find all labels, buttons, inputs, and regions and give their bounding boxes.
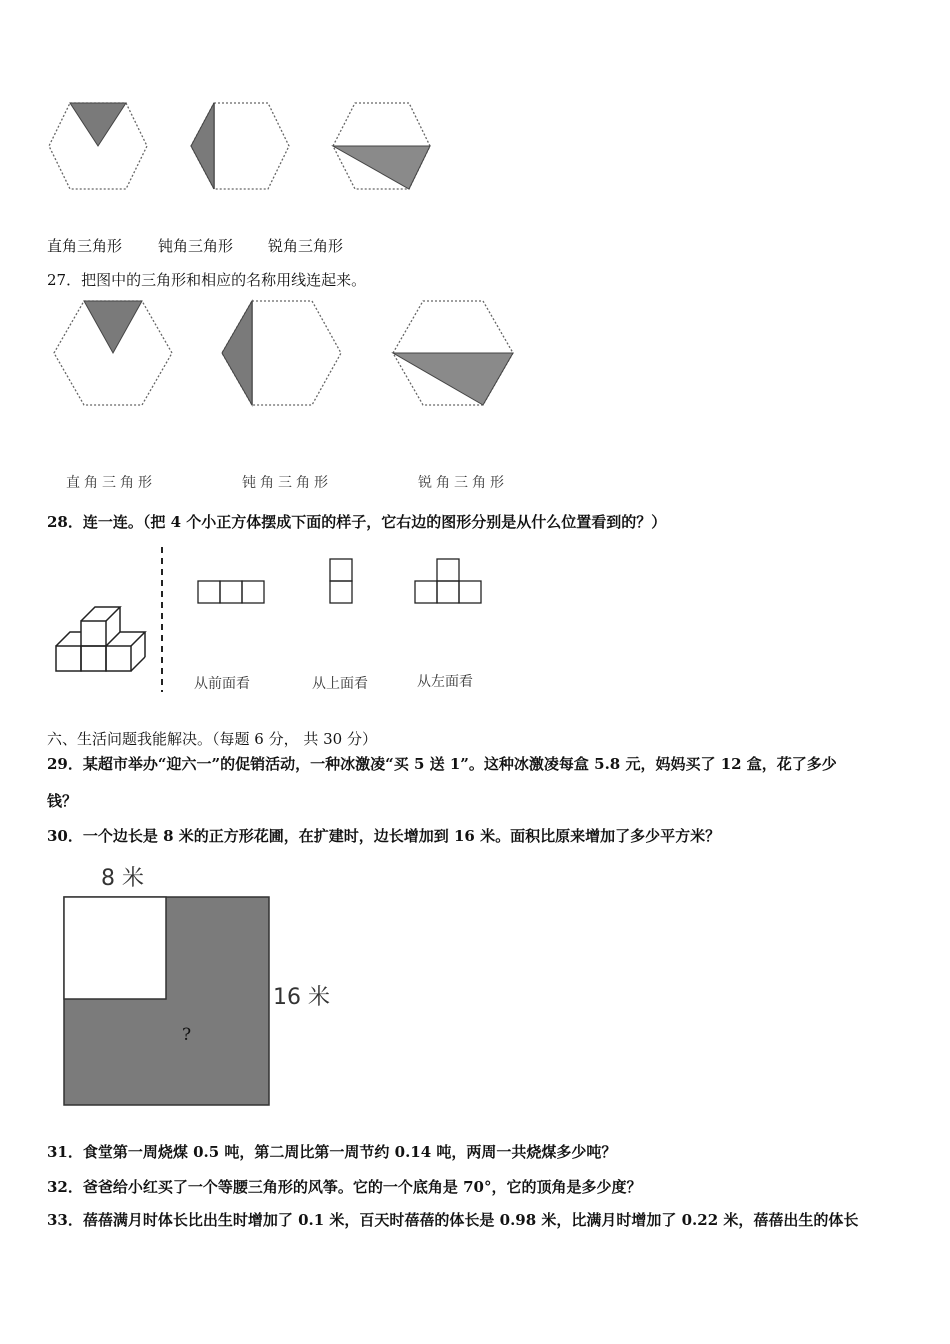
question-29-line1: 29．某超市举办“迎六一”的促销活动，一种冰激凌“买 5 送 1”。这种冰激凌每盒 5.8 元，妈妈买了 12 盒，花了多少 bbox=[47, 755, 837, 773]
figure1-label-right: 直角三角形 bbox=[47, 237, 123, 255]
question-29-line2: 钱？ bbox=[47, 792, 78, 810]
view-label-front: 从前面看 bbox=[194, 676, 250, 692]
q27-label-acute: 锐角三角形 bbox=[418, 475, 508, 491]
section-6-heading: 六、生活问题我能解决。（每题 6 分， 共 30 分） bbox=[47, 730, 377, 748]
question-27: 27．把图中的三角形和相应的名称用线连起来。 bbox=[47, 271, 367, 289]
q27-label-obtuse: 钝角三角形 bbox=[242, 475, 332, 491]
question-33: 33．蓓蓓满月时体长比出生时增加了 0.1 米，百天时蓓蓓的体长是 0.98 米，比满月时增加了 0.22 米，蓓蓓出生的体长 bbox=[47, 1211, 859, 1229]
view-label-top: 从上面看 bbox=[312, 676, 368, 692]
figure1-label-obtuse: 钝角三角形 bbox=[158, 237, 234, 255]
garden-question-mark: ? bbox=[182, 1025, 192, 1045]
question-28: 28．连一连。（把 4 个小正方体摆成下面的样子，它右边的图形分别是从什么位置看到的？） bbox=[47, 513, 667, 531]
q27-label-right: 直角三角形 bbox=[66, 475, 156, 491]
garden-top-label: 8 米 bbox=[101, 866, 144, 891]
garden-side-label: 16 米 bbox=[273, 985, 330, 1010]
view-label-left: 从左面看 bbox=[417, 674, 473, 690]
question-31: 31．食堂第一周烧煤 0.5 吨，第二周比第一周节约 0.14 吨，两周一共烧煤多少吨？ bbox=[47, 1143, 617, 1161]
question-32: 32．爸爸给小红买了一个等腰三角形的风筝。它的一个底角是 70°，它的顶角是多少度？ bbox=[47, 1178, 642, 1196]
figure1-label-acute: 锐角三角形 bbox=[268, 237, 344, 255]
question-30: 30．一个边长是 8 米的正方形花圃，在扩建时，边长增加到 16 米。面积比原来增加了多少平方米？ bbox=[47, 827, 721, 845]
